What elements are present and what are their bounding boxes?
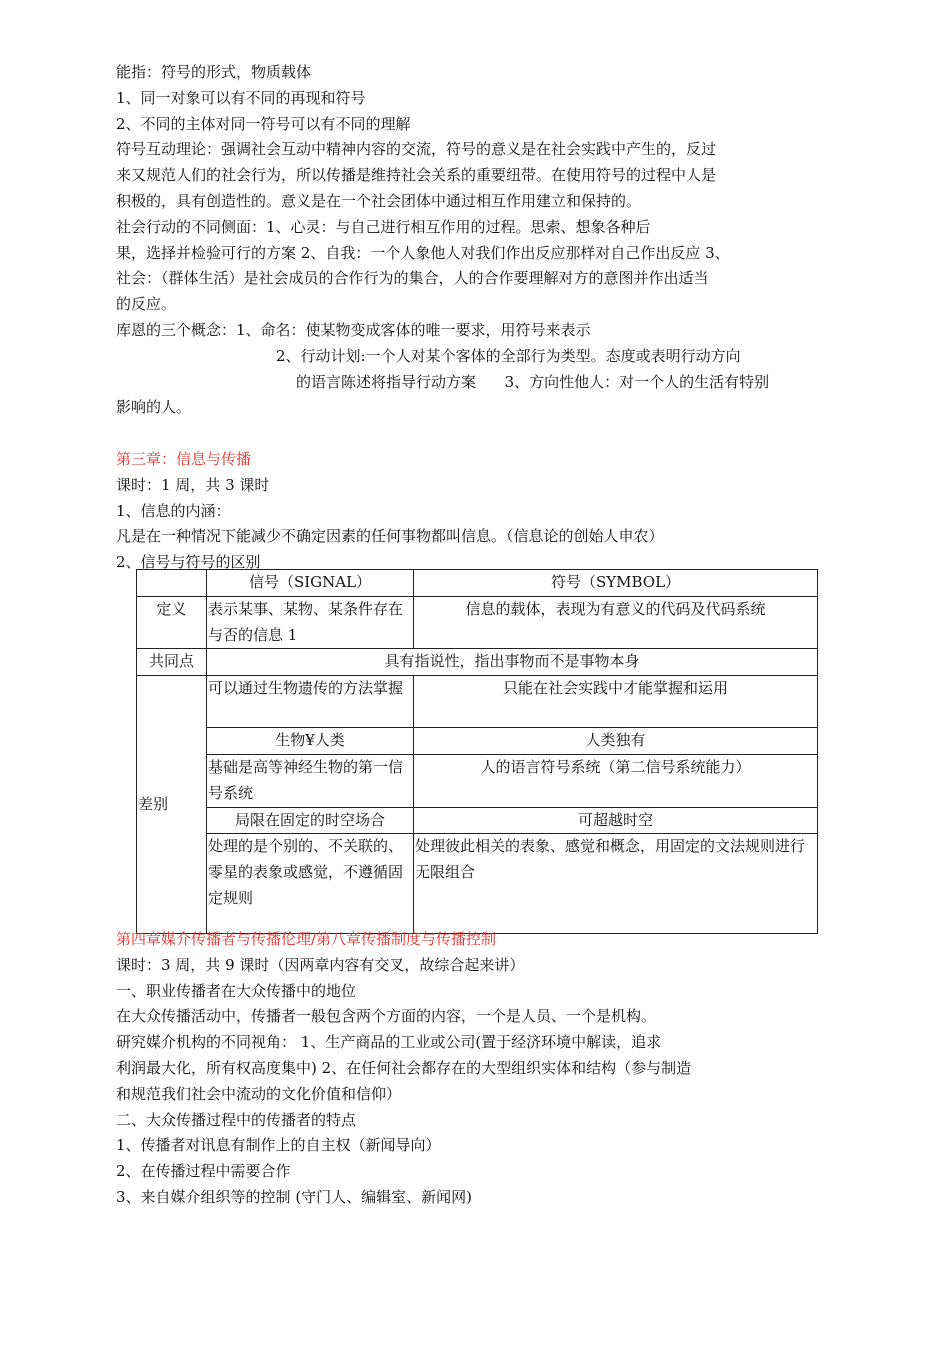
text-line: 在大众传播活动中，传播者一般包含两个方面的内容，一个是人员、一个是机构。 — [116, 1007, 657, 1026]
table-cell: 处理的是个别的、不关联的、零星的表象或感觉，不遵循固定规则 — [207, 834, 414, 934]
text-line: 影响的人。 — [116, 398, 192, 417]
table-cell — [137, 570, 207, 597]
table-cell: 只能在社会实践中才能掌握和运用 — [414, 676, 818, 728]
table-cell: 表示某事、某物、某条件存在与否的信息 1 — [207, 596, 414, 649]
row-label: 定义 — [137, 596, 207, 649]
text-line: 3、来自媒介组织等的控制 (守门人、编辑室、新闻网) — [116, 1187, 473, 1206]
table-cell: 可超越时空 — [414, 807, 818, 834]
table-cell: 信息的载体，表现为有意义的代码及代码系统 — [414, 596, 818, 649]
table-cell: 人类独有 — [414, 728, 818, 755]
document-top — [116, 60, 826, 576]
text-line: 利润最大化，所有权高度集中) 2、在任何社会都存在的大型组织实体和结构（参与制造 — [116, 1058, 692, 1077]
row-label: 差别 — [137, 676, 207, 934]
row-label: 共同点 — [137, 649, 207, 676]
text-line: 2、不同的主体对同一符号可以有不同的理解 — [116, 114, 411, 133]
text-line: 2、在传播过程中需要合作 — [116, 1162, 291, 1181]
text-line: 二、大众传播过程中的传播者的特点 — [116, 1110, 357, 1129]
table-cell: 生物¥人类 — [207, 728, 414, 755]
text-line: 和规范我们社会中流动的文化价值和信仰） — [116, 1084, 402, 1103]
table-cell: 具有指说性，指出事物而不是事物本身 — [207, 649, 818, 676]
text-line: 一、职业传播者在大众传播中的地位 — [116, 981, 357, 1000]
text-line: 研究媒介机构的不同视角： 1、生产商品的工业或公司(置于经济环境中解读，追求 — [116, 1033, 662, 1052]
table-cell: 局限在固定的时空场合 — [207, 807, 414, 834]
text-line: 课时：3 周，共 9 课时（因两章内容有交叉，故综合起来讲） — [116, 955, 525, 974]
text-line: 1、传播者对讯息有制作上的自主权（新闻导向） — [116, 1136, 441, 1155]
document-bottom — [116, 927, 826, 1211]
text-line: 积极的，具有创造性的。意义是在一个社会团体中通过相互作用建立和保持的。 — [116, 191, 642, 210]
text-line: 课时：1 周，共 3 课时 — [116, 475, 270, 494]
text-line: 能指：符号的形式，物质载体 — [116, 63, 312, 81]
text-line: 库恩的三个概念：1、命名：使某物变成客体的唯一要求，用符号来表示 — [116, 320, 591, 339]
text-line: 1、信息的内涵： — [116, 501, 231, 520]
text-line: 社会行动的不同侧面：1、心灵：与自己进行相互作用的过程。思索、想象各种后 — [116, 217, 651, 236]
text-line: 社会：（群体生活）是社会成员的合作行为的集合，人的合作要理解对方的意图并作出适当 — [116, 269, 709, 288]
text-line: 果，选择并检验可行的方案 2、自我：一个人象他人对我们作出反应那样对自己作出反应 3、 — [116, 243, 730, 262]
table-header: 符号（SYMBOL） — [414, 570, 818, 597]
signal-symbol-table — [136, 569, 818, 934]
text-line: 来又规范人们的社会行为，所以传播是维持社会关系的重要纽带。在使用符号的过程中人是 — [116, 166, 717, 185]
text-line: 2、信号与符号的区别 — [116, 553, 261, 572]
text-line: 1、同一对象可以有不同的再现和符号 — [116, 88, 366, 107]
table-cell: 人的语言符号系统（第二信号系统能力） — [414, 754, 818, 807]
text-line: 的反应。 — [116, 295, 177, 314]
text-line: 的语言陈述将指导行动方案 3、方向性他人：对一个人的生活有特别 — [296, 372, 770, 391]
chapter-title: 第三章：信息与传播 — [116, 449, 252, 468]
table-cell: 可以通过生物遗传的方法掌握 — [207, 676, 414, 728]
chapter-title: 第四章媒介传播者与传播伦理/第八章传播制度与传播控制 — [116, 930, 497, 948]
text-line: 符号互动理论：强调社会互动中精神内容的交流，符号的意义是在社会实践中产生的，反过 — [116, 140, 717, 159]
table-cell: 基础是高等神经生物的第一信号系统 — [207, 754, 414, 807]
text-line: 凡是在一种情况下能减少不确定因素的任何事物都叫信息。（信息论的创始人申农） — [116, 527, 664, 546]
table-cell: 处理彼此相关的表象、感觉和概念，用固定的文法规则进行无限组合 — [414, 834, 818, 934]
text-line: 2、行动计划:一个人对某个客体的全部行为类型。态度或表明行动方向 — [276, 346, 741, 365]
table-header: 信号（SIGNAL） — [207, 570, 414, 597]
